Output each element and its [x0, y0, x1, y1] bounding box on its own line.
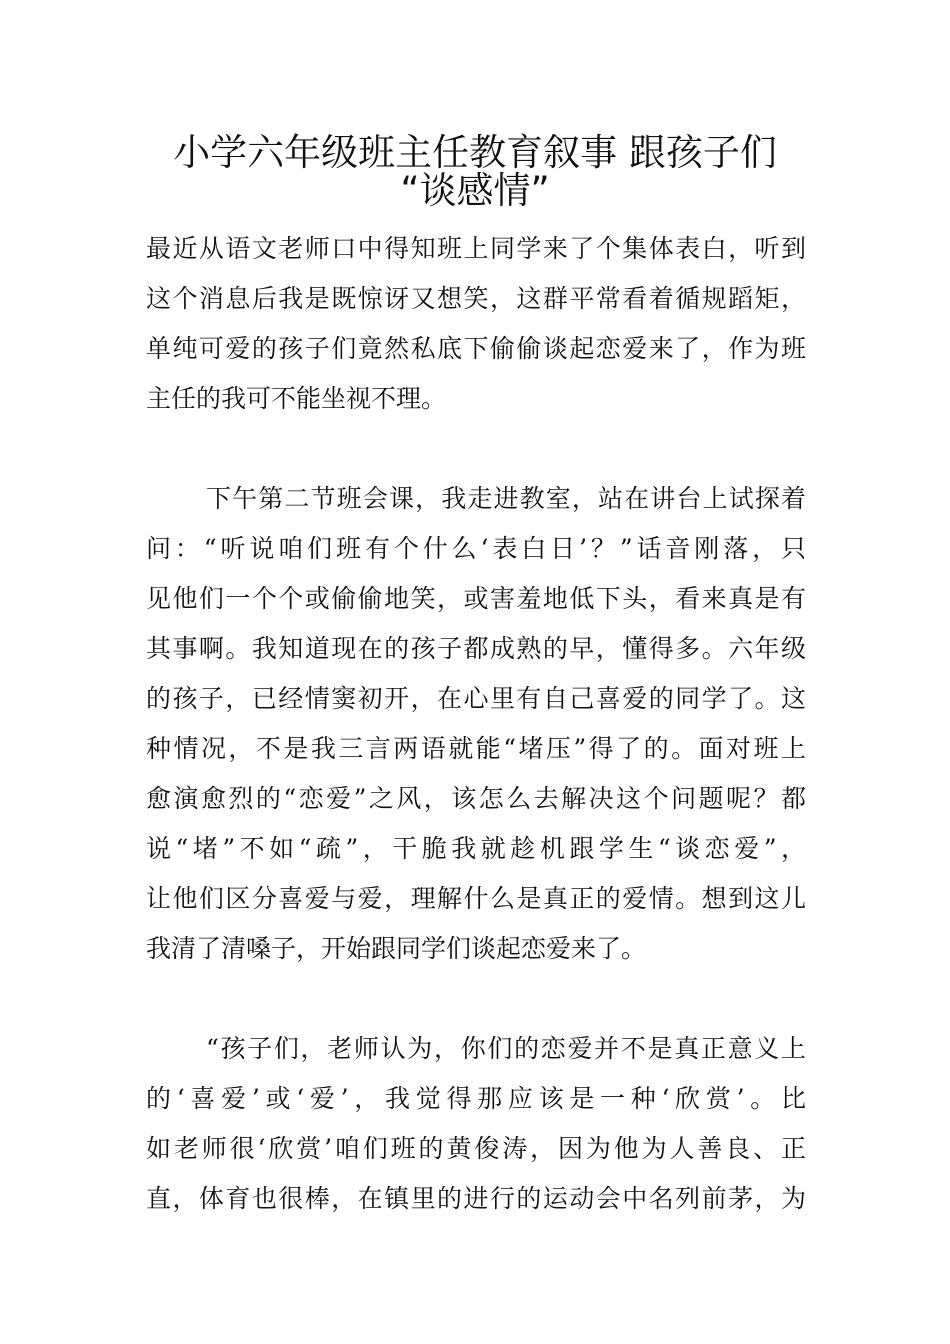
text-line: 这个消息后我是既惊讶又想笑，这群平常看着循规蹈矩，: [146, 284, 806, 313]
text-line: 见他们一个个或偷偷地笑，或害羞地低下头，看来真是有: [146, 584, 806, 613]
text-line: 下午第二节班会课，我走进教室，站在讲台上试探着: [206, 484, 806, 513]
text-line: 如老师很‘欣赏’咱们班的黄俊涛，因为他为人善良、正: [146, 1134, 806, 1163]
text-line: 直，体育也很棒，在镇里的进行的运动会中名列前茅，为: [146, 1184, 806, 1213]
text-line: 最近从语文老师口中得知班上同学来了个集体表白，听到: [146, 234, 806, 263]
text-line: 单纯可爱的孩子们竟然私底下偷偷谈起恋爱来了，作为班: [146, 334, 806, 363]
text-line: 问：“听说咱们班有个什么‘表白日’？”话音刚落，只: [146, 534, 806, 563]
document-title-line-2: “谈感情”: [400, 169, 550, 212]
text-line: 愈演愈烈的“恋爱”之风，该怎么去解决这个问题呢？都: [146, 784, 806, 813]
text-line: 的‘喜爱’或‘爱’，我觉得那应该是一种‘欣赏’。比: [146, 1084, 806, 1113]
text-line: 让他们区分喜爱与爱，理解什么是真正的爱情。想到这儿: [146, 884, 806, 913]
text-line: 主任的我可不能坐视不理。: [146, 384, 447, 413]
text-line: 我清了清嗓子，开始跟同学们谈起恋爱来了。: [146, 934, 647, 963]
text-line: “孩子们，老师认为，你们的恋爱并不是真正意义上: [206, 1034, 806, 1063]
text-line: 说“堵”不如“疏”，干脆我就趁机跟学生“谈恋爱”，: [146, 834, 806, 863]
document-title-line-1: 小学六年级班主任教育叙事 跟孩子们: [173, 131, 777, 174]
text-line: 其事啊。我知道现在的孩子都成熟的早，懂得多。六年级: [146, 634, 806, 663]
text-line: 的孩子，已经情窦初开，在心里有自己喜爱的同学了。这: [146, 684, 806, 713]
text-line: 种情况，不是我三言两语就能“堵压”得了的。面对班上: [146, 734, 806, 763]
